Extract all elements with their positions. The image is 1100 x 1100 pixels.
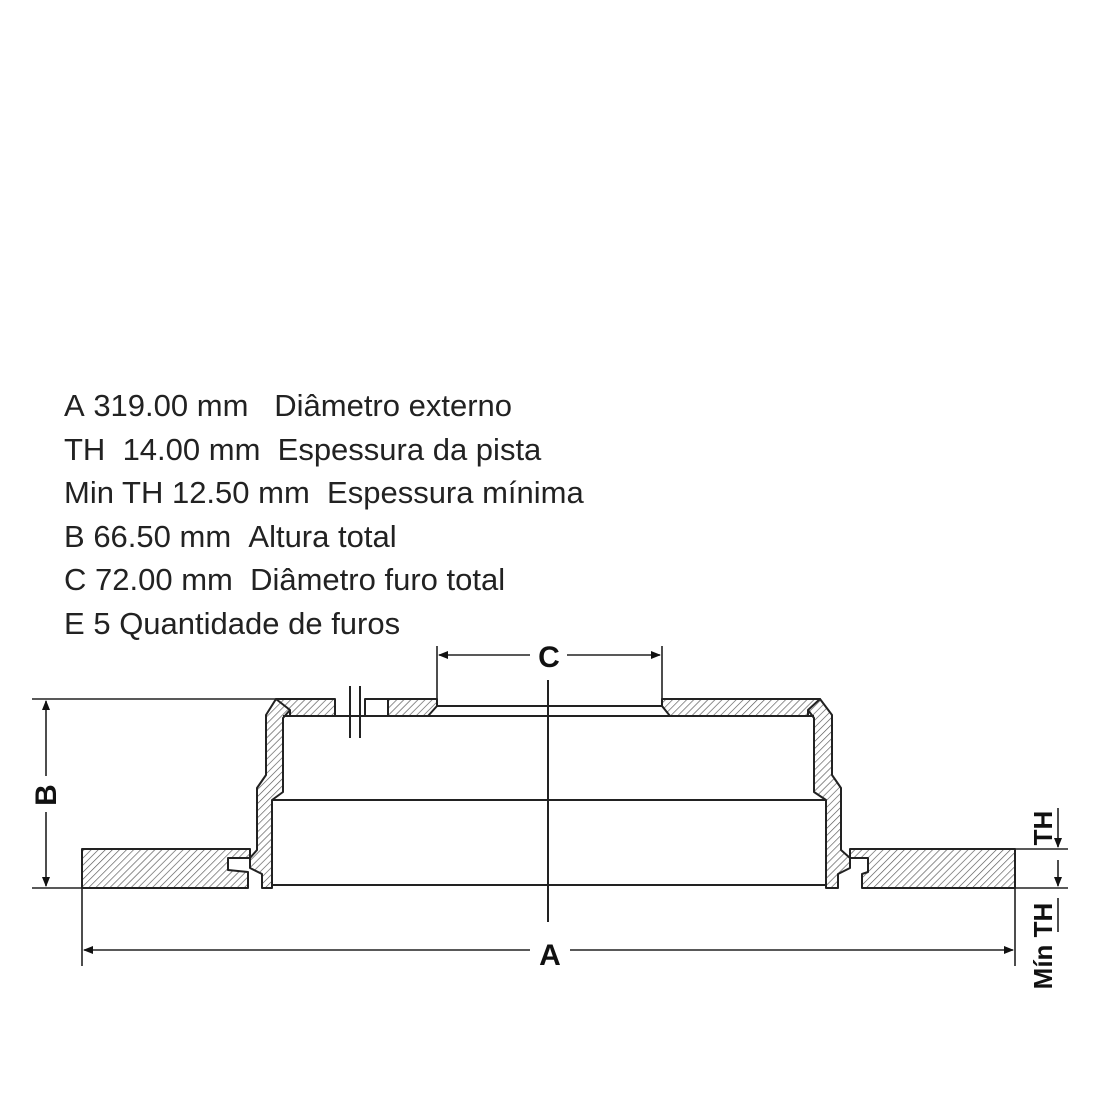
spec-value: 72.00 mm [95, 562, 233, 597]
label-a: A [539, 939, 561, 972]
left-braking-surface [82, 849, 250, 888]
label-th: TH [1028, 810, 1058, 846]
top-plate-right [662, 699, 820, 716]
label-min-th: Mín TH [1028, 902, 1058, 990]
label-c: C [538, 641, 560, 674]
spec-value: 66.50 mm [93, 518, 232, 554]
spec-description: Espessura da pista [277, 431, 542, 467]
spec-code: B [64, 518, 85, 554]
spec-code: E [64, 605, 85, 641]
spec-code: A [64, 388, 85, 423]
spec-description: Quantidade de furos [119, 605, 401, 641]
top-plate-mid [388, 699, 437, 716]
right-braking-surface [850, 849, 1015, 888]
spec-value: 14.00 mm [122, 431, 261, 467]
label-b: B [30, 784, 63, 806]
spec-description: Espessura mínima [327, 475, 584, 510]
left-hat-wall [250, 699, 290, 888]
spec-description: Diâmetro furo total [250, 562, 506, 597]
top-plate-bolt [365, 699, 388, 716]
spec-code: C [64, 562, 87, 597]
spec-value: 319.00 mm [93, 388, 249, 423]
spec-value: 5 [93, 605, 111, 641]
spec-description: Altura total [248, 518, 397, 554]
spec-value: 12.50 mm [171, 475, 310, 510]
spec-description: Diâmetro externo [274, 388, 513, 423]
right-hat-wall [808, 699, 850, 888]
spec-code: Min TH [64, 475, 164, 510]
spec-code: TH [64, 431, 106, 467]
